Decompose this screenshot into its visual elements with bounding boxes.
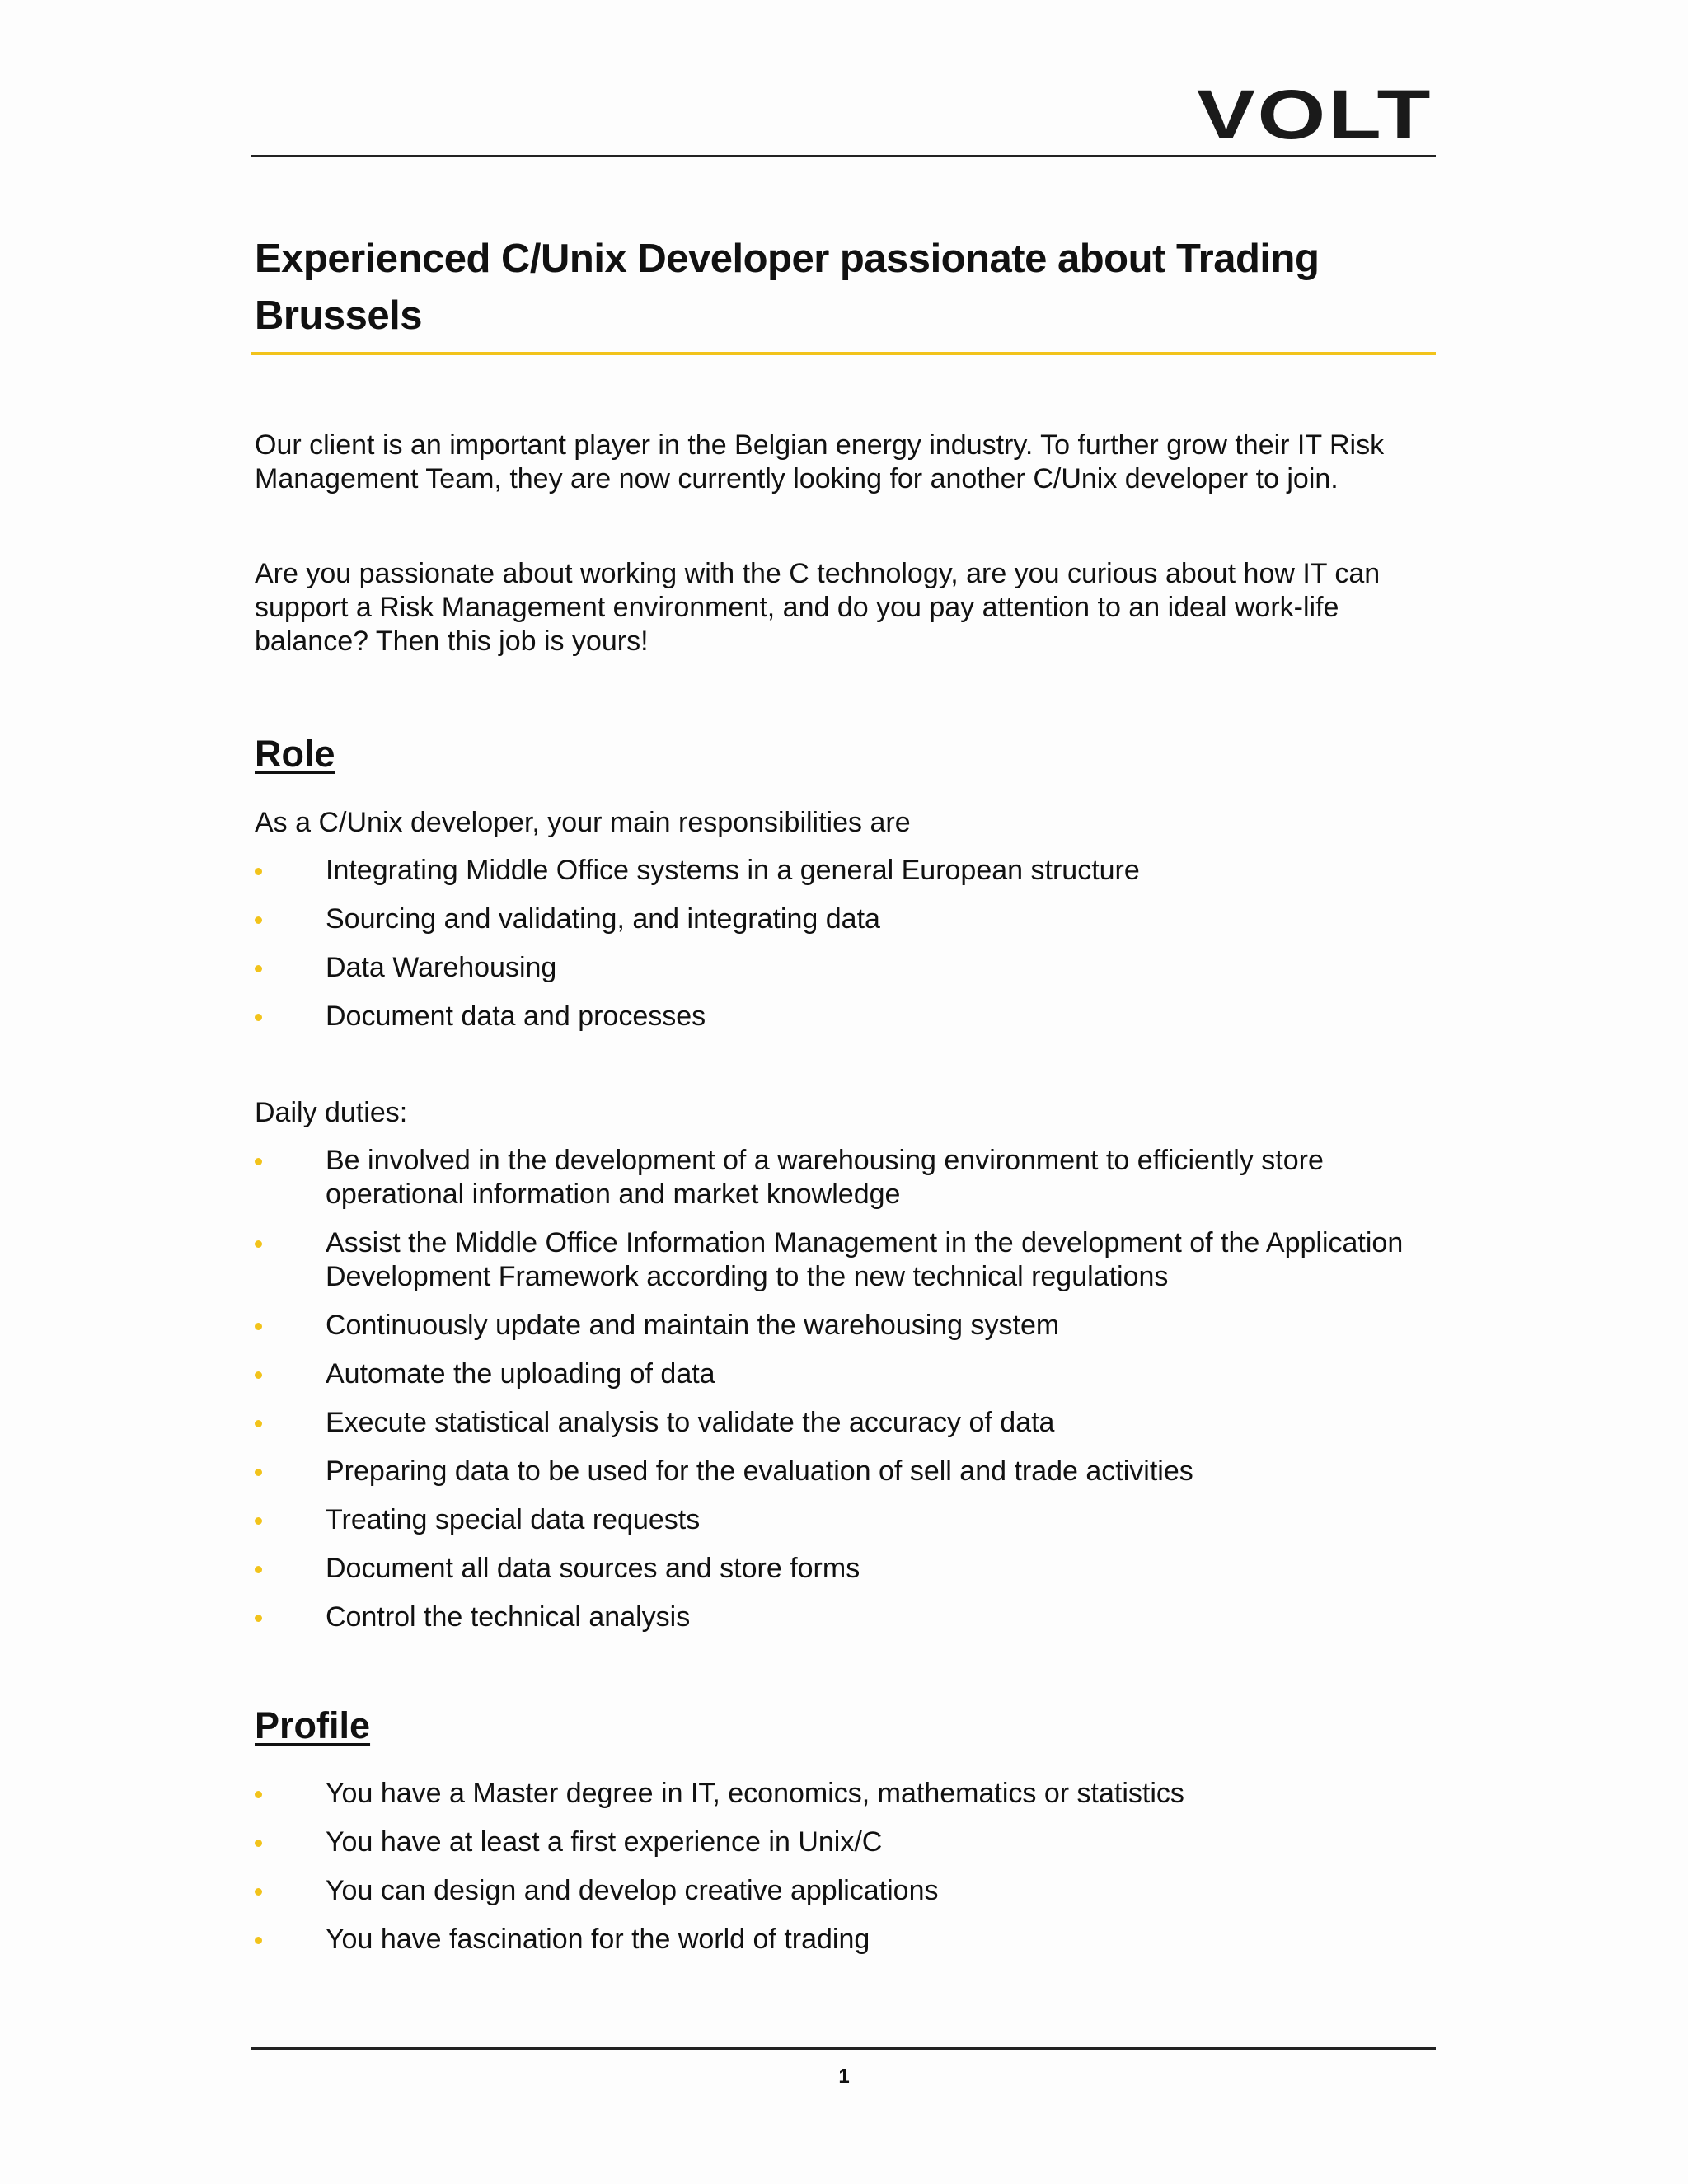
title-underline [251,352,1436,355]
list-item: You have a Master degree in IT, economics, mathematics or statistics [255,1777,1442,1811]
bullet-icon [255,868,262,875]
list-item: Continuously update and maintain the warehousing system [255,1309,1442,1343]
job-title [255,231,1433,344]
bullet-icon [255,1888,262,1896]
role-intro: As a C/Unix developer, your main responsibilities are [255,807,911,838]
role-list [255,854,1442,1048]
bullet-icon [255,1014,262,1021]
bullet-icon [255,965,262,972]
list-item: Automate the uploading of data [255,1357,1442,1391]
job-location: Brussels [255,293,423,338]
list-item: Sourcing and validating, and integrating data [255,902,1442,936]
bullet-icon [255,1566,262,1573]
pitch-paragraph: Are you passionate about working with the C technology, are you curious about how IT can support a Risk Management environment, and do you pay attention to an ideal work-life balance? Then this job is yours! [255,558,1381,657]
list-item: Execute statistical analysis to validate the accuracy of data [255,1406,1442,1440]
bullet-icon [255,1791,262,1798]
bullet-icon [255,916,262,924]
daily-intro: Daily duties: [255,1097,408,1128]
list-item: Preparing data to be used for the evaluation of sell and trade activities [255,1455,1442,1488]
bullet-icon [255,1158,262,1165]
bullet-icon [255,1420,262,1427]
bullet-icon [255,1840,262,1847]
volt-logo [1195,81,1434,147]
list-item: You can design and develop creative applications [255,1874,1442,1908]
list-item: Treating special data requests [255,1503,1442,1537]
job-title-line1: Experienced C/Unix Developer passionate about Trading [255,237,1320,281]
list-item: Be involved in the development of a warehousing environment to efficiently store operational information and market knowledge [255,1144,1442,1212]
list-item: Data Warehousing [255,951,1442,985]
list-item: Assist the Middle Office Information Management in the development of the Application Development Framework according to the new technical regulations [255,1226,1442,1294]
bullet-icon [255,1323,262,1330]
bullet-icon [255,1517,262,1525]
list-item: Control the technical analysis [255,1601,1442,1634]
list-item: Document all data sources and store forms [255,1552,1442,1586]
bullet-icon [255,1615,262,1622]
page-number: 1 [838,2065,850,2088]
bullet-icon [255,1937,262,1944]
list-item: Document data and processes [255,1000,1442,1033]
list-item: Integrating Middle Office systems in a general European structure [255,854,1442,888]
bullet-icon [255,1240,262,1248]
daily-list [255,1144,1442,1649]
profile-heading: Profile [255,1704,371,1746]
list-item: You have fascination for the world of trading [255,1923,1442,1957]
bullet-icon [255,1371,262,1379]
header-rule [251,155,1436,157]
intro-paragraph: Our client is an important player in the Belgian energy industry. To further grow their IT Risk Management Team, they are now currently looking for another C/Unix developer to join. [255,429,1385,494]
list-item: You have at least a first experience in Unix/C [255,1825,1442,1859]
role-heading: Role [255,733,335,775]
profile-list [255,1777,1442,1971]
footer-rule [251,2047,1436,2050]
logo-text: VOLT [1197,81,1432,147]
bullet-icon [255,1469,262,1476]
